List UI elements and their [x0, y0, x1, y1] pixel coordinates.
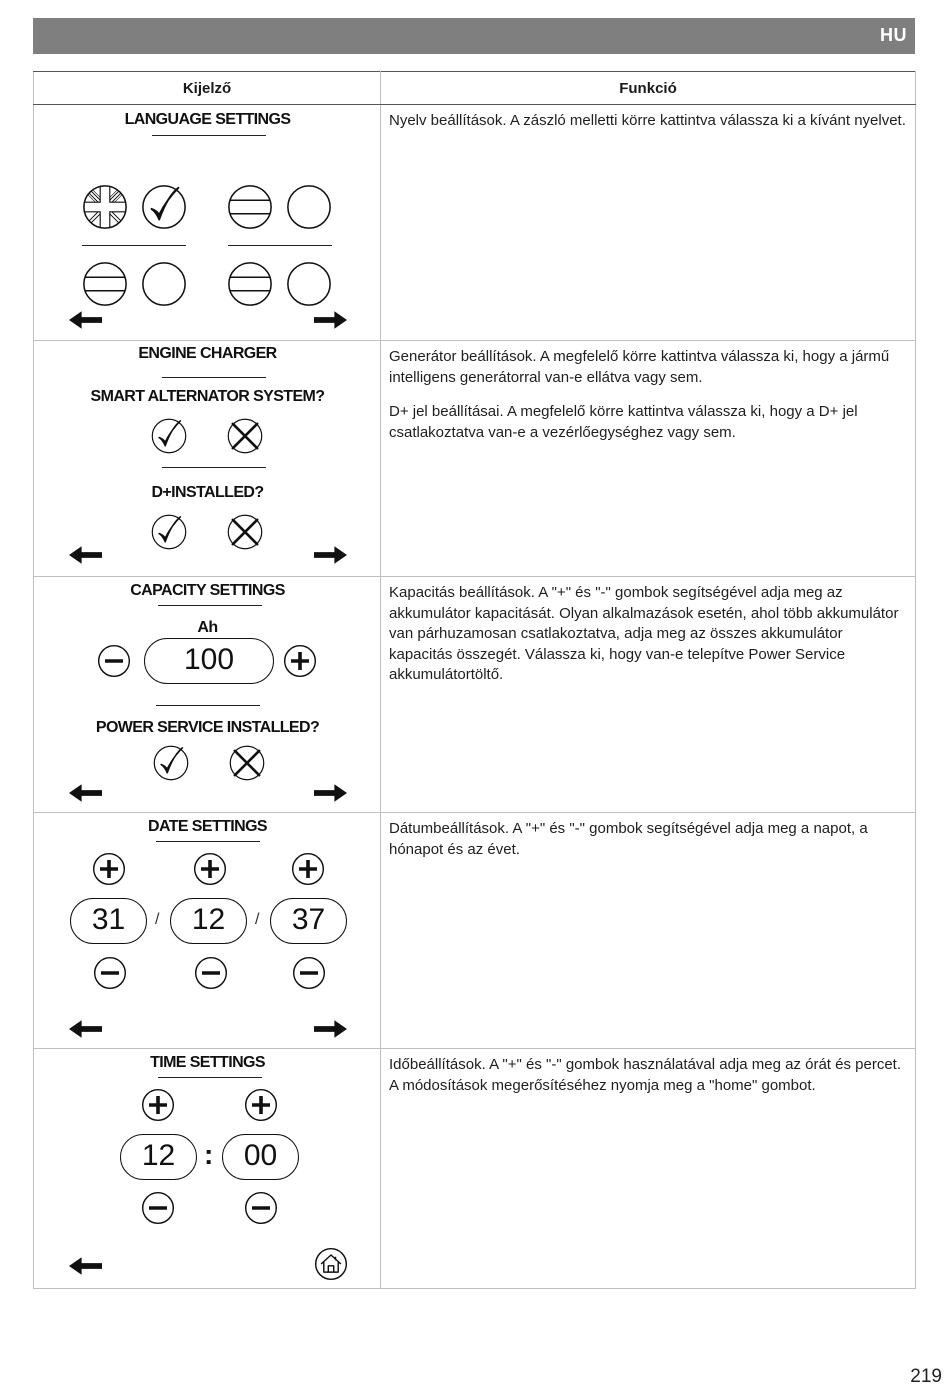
minus-icon[interactable]: [243, 1190, 279, 1226]
function-text: D+ jel beállításai. A megfelelő körre kattintva válassza ki, hogy a D+ jel csatlakoztatva van-e a vezérlőegységhez vagy sem.: [389, 403, 858, 441]
title-underline: [156, 841, 260, 842]
circle-select-icon[interactable]: [285, 183, 333, 231]
arrow-left-icon[interactable]: [69, 310, 102, 330]
arrow-left-icon[interactable]: [69, 545, 102, 565]
display-cell-date: [34, 813, 381, 1049]
plus-icon[interactable]: [290, 851, 326, 887]
check-icon[interactable]: [150, 417, 188, 455]
screen-subtitle: POWER SERVICE INSTALLED?: [95, 719, 320, 736]
language-bar: [33, 18, 915, 54]
circle-select-icon[interactable]: [285, 260, 333, 308]
arrow-left-icon[interactable]: [69, 1019, 102, 1039]
date-separator: /: [155, 911, 160, 928]
flag-blank-icon: [226, 183, 274, 231]
page-number: 219: [910, 1366, 942, 1387]
check-icon[interactable]: [150, 513, 188, 551]
flag-blank-icon: [226, 260, 274, 308]
divider-line: [162, 467, 266, 468]
circle-select-icon[interactable]: [140, 260, 188, 308]
date-screen: [34, 813, 381, 1049]
display-cell-engine-charger: [34, 341, 381, 577]
language-screen: [34, 105, 381, 341]
screen-title: TIME SETTINGS: [150, 1054, 265, 1071]
year-value-box[interactable]: 37: [270, 898, 347, 944]
divider-line: [82, 245, 186, 246]
table-row-time: [34, 1049, 916, 1289]
minus-icon[interactable]: [96, 643, 132, 679]
minus-icon[interactable]: [92, 955, 128, 991]
engine-charger-screen: [34, 341, 381, 577]
month-value-box[interactable]: 12: [170, 898, 247, 944]
settings-table: [33, 71, 916, 1289]
table-row-engine-charger: [34, 341, 916, 577]
minus-icon[interactable]: [291, 955, 327, 991]
time-screen: [34, 1049, 381, 1289]
cross-icon[interactable]: [228, 744, 266, 782]
screen-title: LANGUAGE SETTINGS: [124, 111, 291, 128]
language-code: HU: [880, 25, 907, 45]
screen-subtitle: D+INSTALLED?: [151, 484, 264, 501]
minute-value-box[interactable]: 00: [222, 1134, 299, 1180]
arrow-right-icon[interactable]: [314, 783, 347, 803]
time-separator: :: [204, 1139, 214, 1170]
title-underline: [162, 377, 266, 378]
function-text: Időbeállítások. A "+" és "-" gombok használatával adja meg az órát és percet. A módosítások megerősítéséhez nyomja meg a "home" gombot.: [389, 1056, 902, 1094]
function-text: Dátumbeállítások. A "+" és "-" gombok segítségével adja meg a napot, a hónapot és az évet.: [389, 820, 868, 858]
plus-icon[interactable]: [192, 851, 228, 887]
arrow-right-icon[interactable]: [314, 1019, 347, 1039]
cross-icon[interactable]: [226, 513, 264, 551]
display-cell-time: [34, 1049, 381, 1289]
function-cell-date: [381, 813, 916, 1049]
screen-title: CAPACITY SETTINGS: [130, 582, 285, 599]
title-underline: [158, 1077, 262, 1078]
divider-line: [156, 705, 260, 706]
display-cell-capacity: [34, 577, 381, 813]
arrow-right-icon[interactable]: [314, 545, 347, 565]
function-cell-engine-charger: [381, 341, 916, 577]
function-text: Generátor beállítások. A megfelelő körre kattintva válassza ki, hogy a jármű intelligens generátorral van-e ellátva vagy sem.: [389, 348, 890, 386]
capacity-screen: [34, 577, 381, 813]
uk-flag-icon: [81, 183, 129, 231]
minus-icon[interactable]: [193, 955, 229, 991]
table-row-language: [34, 105, 916, 341]
function-text: Kapacitás beállítások. A "+" és "-" gombok segítségével adja meg az akkumulátor kapacitását. Olyan alkalmazások esetén, ahol több akkumulátor van párhuzamosan csatlakoztatva, adja meg az összes akkumulátor kapacitás összegét. Válassza ki, hogy van-e telepítve Power Service akkumulátortöltő.: [389, 584, 899, 683]
screen-title: ENGINE CHARGER: [138, 345, 277, 362]
cross-icon[interactable]: [226, 417, 264, 455]
check-icon[interactable]: [152, 744, 190, 782]
function-cell-time: [381, 1049, 916, 1289]
screen-subtitle: SMART ALTERNATOR SYSTEM?: [90, 388, 325, 405]
column-header-function: Funkció: [381, 72, 916, 105]
arrow-left-icon[interactable]: [69, 783, 102, 803]
minus-icon[interactable]: [140, 1190, 176, 1226]
hour-value-box[interactable]: 12: [120, 1134, 197, 1180]
check-icon[interactable]: [140, 183, 188, 231]
screen-title: DATE SETTINGS: [147, 818, 268, 835]
day-value-box[interactable]: 31: [70, 898, 147, 944]
plus-icon[interactable]: [282, 643, 318, 679]
arrow-left-icon[interactable]: [69, 1256, 102, 1276]
flag-blank-icon: [81, 260, 129, 308]
home-icon[interactable]: [313, 1246, 349, 1282]
title-underline: [158, 605, 262, 606]
title-underline: [152, 135, 266, 136]
plus-icon[interactable]: [243, 1087, 279, 1123]
date-separator: /: [255, 911, 260, 928]
table-row-capacity: [34, 577, 916, 813]
divider-line: [228, 245, 332, 246]
table-row-date: [34, 813, 916, 1049]
unit-label: Ah: [197, 619, 218, 636]
function-text: Nyelv beállítások. A zászló melletti körre kattintva válassza ki a kívánt nyelvet.: [389, 112, 906, 129]
table-header-row: [34, 72, 916, 105]
display-cell-language: [34, 105, 381, 341]
plus-icon[interactable]: [140, 1087, 176, 1123]
function-cell-capacity: [381, 577, 916, 813]
plus-icon[interactable]: [91, 851, 127, 887]
function-cell-language: [381, 105, 916, 341]
capacity-value-box[interactable]: 100: [144, 638, 274, 684]
arrow-right-icon[interactable]: [314, 310, 347, 330]
column-header-display: Kijelző: [34, 72, 381, 105]
